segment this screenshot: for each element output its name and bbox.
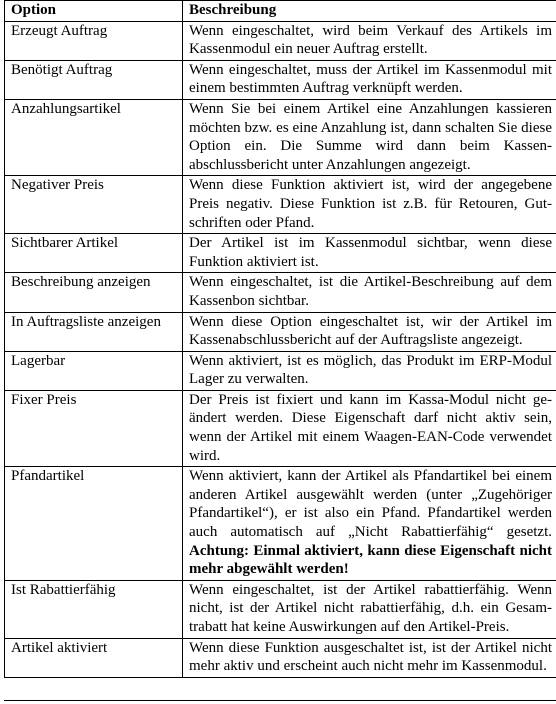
table-row [5,638,556,677]
option-cell: Benötigt Auftrag [5,60,183,99]
description-cell: Wenn eingeschaltet, muss der Artikel im Kassenmodul mit einem bestimmten Auftrag verknüpft werden. [183,60,556,99]
description-cell: Wenn eingeschaltet, ist die Artikel-Beschreibung auf dem Kassenbon sichtbar. [183,273,556,312]
table-row [5,351,556,390]
table-row [5,467,556,581]
option-cell: Anzahlungsartikel [5,99,183,175]
description-cell: Der Artikel ist im Kassenmodul sichtbar, wenn diese Funktion aktiviert ist. [183,234,556,273]
option-cell: Beschreibung anzeigen [5,273,183,312]
description-cell: Wenn diese Option eingeschaltet ist, wir der Artikel im Kassenabschlussbericht auf der Auftragsliste angezeigt. [183,312,556,351]
description-cell: Wenn eingeschaltet, wird beim Verkauf des Artikels im Kassenmodul ein neuer Auftrag erstellt. [183,21,556,60]
option-cell: Negativer Preis [5,176,183,234]
description-cell: Wenn Sie bei einem Artikel eine Anzahlungen kassieren möchten bzw. es eine Anzahlung ist, dann schalten Sie diese Option ein. Die Summe wird dann beim Kassenabschlussbericht unter Anzahlungen angezeigt. [183,99,556,175]
options-table [4,0,556,678]
description-cell: Wenn diese Funktion aktiviert ist, wird der angegebene Preis negativ. Diese Funktion ist z.B. für Retouren, Gutschriften oder Pfand. [183,176,556,234]
table-header-row [5,1,556,22]
warning-text: Achtung: Einmal aktiviert, kann diese Eigenschaft nicht mehr abgewählt werden! [189,542,552,578]
table-row [5,176,556,234]
table-row [5,580,556,638]
option-cell: In Auftragsliste anzeigen [5,312,183,351]
description-cell: Der Preis ist fixiert und kann im Kassa-Modul nicht geändert werden. Diese Eigenschaft darf nicht aktiv sein, wenn der Artikel mit einem Waagen-EAN-Code verwendet wird. [183,390,556,466]
column-header-description: Beschreibung [183,1,556,22]
option-cell: Artikel aktiviert [5,638,183,677]
description-cell [183,467,556,581]
option-cell: Erzeugt Auftrag [5,21,183,60]
option-cell: Lagerbar [5,351,183,390]
table-row [5,390,556,466]
description-cell: Wenn eingeschaltet, ist der Artikel rabattierfähig. Wenn nicht, ist der Artikel nicht rabattierfähig, d.h. ein Gesamtrabatt hat keine Auswirkungen auf den Artikel-Preis. [183,580,556,638]
column-header-option: Option [5,1,183,22]
description-text: Wenn aktiviert, kann der Artikel als Pfandartikel bei einem anderen Artikel ausgewählt werden (unter „Zugehöriger Pfandartikel“), er ist also ein Pfand. Pfandartikel werden auch automatisch auf „Nicht Rabattierfähig“ gesetzt. [189,468,552,541]
table-row [5,234,556,273]
description-cell: Wenn diese Funktion ausgeschaltet ist, ist der Artikel nicht mehr aktiv und erscheint auch nicht mehr im Kassenmodul. [183,638,556,677]
table-row [5,60,556,99]
table-row [5,312,556,351]
option-cell: Fixer Preis [5,390,183,466]
option-cell: Pfandartikel [5,467,183,581]
table-row [5,21,556,60]
description-cell: Wenn aktiviert, ist es möglich, das Produkt im ERP-Modul Lager zu verwalten. [183,351,556,390]
option-cell: Ist Rabattierfähig [5,580,183,638]
table-row [5,99,556,175]
table-bottom-rule [4,700,556,701]
table-row [5,273,556,312]
option-cell: Sichtbarer Artikel [5,234,183,273]
